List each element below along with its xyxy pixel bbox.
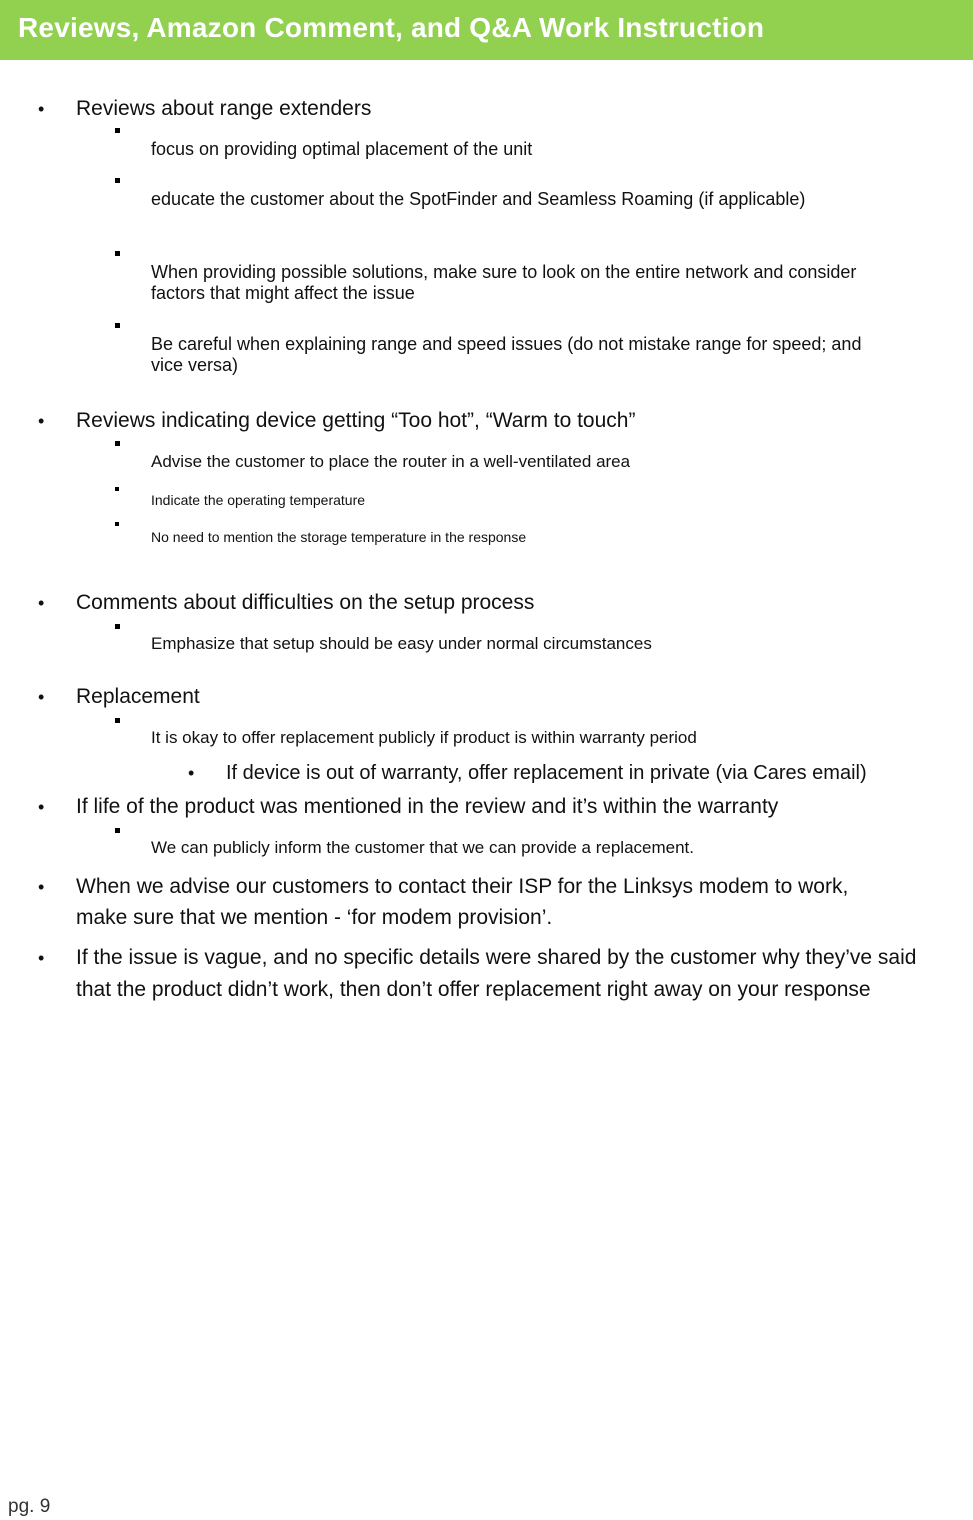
list-item: Indicate the operating temperature <box>151 492 366 508</box>
list-item: No need to mention the storage temperature in the response <box>151 529 527 545</box>
section-title: When we advise our customers to contact their ISP for the Linksys modem to work, make sure that we mention - ‘for modem provision’. <box>76 875 849 929</box>
list-item: We can publicly inform the customer that we can provide a replacement. <box>151 838 695 857</box>
section-title: Replacement <box>76 685 200 708</box>
bullet-icon: • <box>38 797 45 817</box>
bullet-icon: • <box>38 687 45 707</box>
page-title: Reviews, Amazon Comment, and Q&A Work Instruction <box>18 12 765 43</box>
square-bullet-icon <box>115 441 120 446</box>
section-title: If life of the product was mentioned in the review and it’s within the warranty <box>76 795 779 818</box>
square-bullet-icon <box>115 718 120 723</box>
list-item: When providing possible solutions, make sure to look on the entire network and consider factors that might affect the issue <box>151 262 857 303</box>
square-bullet-icon <box>115 487 119 491</box>
square-bullet-icon <box>115 128 120 133</box>
section-title: Comments about difficulties on the setup process <box>76 591 535 614</box>
list-item: educate the customer about the SpotFinder and Seamless Roaming (if applicable) <box>151 189 806 209</box>
square-bullet-icon <box>115 624 120 629</box>
bullet-icon: • <box>38 593 45 613</box>
square-bullet-icon <box>115 178 120 183</box>
bullet-icon: • <box>38 411 45 431</box>
list-item: It is okay to offer replacement publicly if product is within warranty period <box>151 728 697 747</box>
list-item: Be careful when explaining range and speed issues (do not mistake range for speed; and vice versa) <box>151 334 862 375</box>
list-item: Emphasize that setup should be easy under normal circumstances <box>151 634 652 653</box>
bullet-icon: • <box>38 948 45 968</box>
list-item: focus on providing optimal placement of the unit <box>151 139 533 159</box>
section-title: If the issue is vague, and no specific details were shared by the customer why they’ve said that the product didn’t work, then don’t offer replacement right away on your response <box>76 946 917 1001</box>
section-title: Reviews about range extenders <box>76 97 372 120</box>
section-title: Reviews indicating device getting “Too hot”, “Warm to touch” <box>76 409 636 432</box>
square-bullet-icon <box>115 251 120 256</box>
bullet-icon: • <box>188 763 195 783</box>
bullet-icon: • <box>38 877 45 897</box>
bullet-icon: • <box>38 99 45 119</box>
square-bullet-icon <box>115 522 119 526</box>
square-bullet-icon <box>115 323 120 328</box>
page-number: pg. 9 <box>8 1496 51 1517</box>
square-bullet-icon <box>115 828 120 833</box>
list-item: Advise the customer to place the router in a well-ventilated area <box>151 452 631 471</box>
nested-item-text: If device is out of warranty, offer replacement in private (via Cares email) <box>226 762 867 784</box>
header-bar <box>0 0 973 60</box>
